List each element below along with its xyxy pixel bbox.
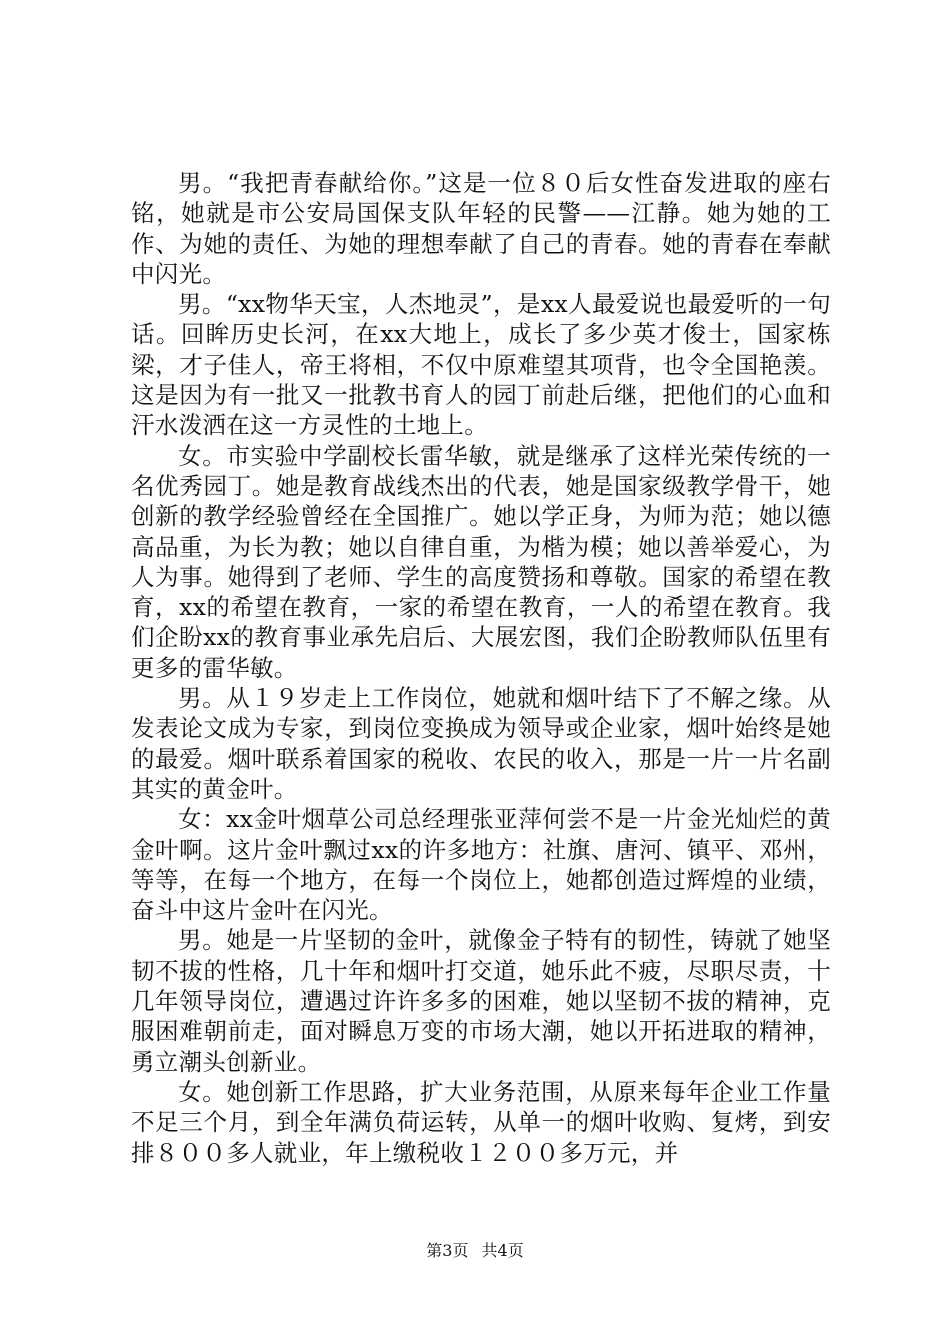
page-number-current: 第3页 (426, 1241, 469, 1260)
paragraph: 女。市实验中学副校长雷华敏，就是继承了这样光荣传统的一名优秀园丁。她是教育战线杰出的代表，她是国家级教学骨干，她创新的教学经验曾经在全国推广。她以学正身，为师为范；她以德高品重，为长为教；她以自律自重，为楷为模；她以善举爱心，为人为事。她得到了老师、学生的高度赞扬和尊敬。国家的希望在教育，xx的希望在教育，一家的希望在教育，一人的希望在教育。我们企盼xx的教育事业承先启后、大展宏图，我们企盼教师队伍里有更多的雷华敏。 (131, 441, 831, 682)
document-body (131, 168, 831, 1168)
paragraph: 男。“我把青春献给你。”这是一位８０后女性奋发进取的座右铭，她就是市公安局国保支队年轻的民警——江静。她为她的工作、为她的责任、为她的理想奉献了自己的青春。她的青春在奉献中闪光。 (131, 169, 831, 288)
paragraph: 男。“xx物华天宝，人杰地灵”，是xx人最爱说也最爱听的一句话。回眸历史长河，在xx大地上，成长了多少英才俊士，国家栋梁，才子佳人，帝王将相，不仅中原难望其项背，也令全国艳羡。这是因为有一批又一批教书育人的园丁前赴后继，把他们的心血和汗水泼洒在这一方灵性的土地上。 (131, 290, 831, 440)
paragraph: 男。从１９岁走上工作岗位，她就和烟叶结下了不解之缘。从发表论文成为专家，到岗位变换成为领导或企业家，烟叶始终是她的最爱。烟叶联系着国家的税收、农民的收入，那是一片一片名副其实的黄金叶。 (131, 684, 831, 803)
paragraph: 女：xx金叶烟草公司总经理张亚萍何尝不是一片金光灿烂的黄金叶啊。这片金叶飘过xx的许多地方：社旗、唐河、镇平、邓州，等等，在每一个地方，在每一个岗位上，她都创造过辉煌的业绩，奋斗中这片金叶在闪光。 (131, 805, 831, 925)
paragraph: 男。她是一片坚韧的金叶，就像金子特有的韧性，铸就了她坚韧不拔的性格，几十年和烟叶打交道，她乐此不疲，尽职尽责，十几年领导岗位，遭遇过许许多多的困难，她以坚韧不拔的精神，克服困难朝前走，面对瞬息万变的市场大潮，她以开拓进取的精神，勇立潮头创新业。 (131, 926, 831, 1076)
page-footer (0, 1241, 950, 1261)
page-number-total: 共4页 (481, 1241, 524, 1260)
paragraph: 女。她创新工作思路，扩大业务范围，从原来每年企业工作量不足三个月，到全年满负荷运转，从单一的烟叶收购、复烤，到安排８００多人就业，年上缴税收１２００多万元，并 (131, 1077, 831, 1167)
